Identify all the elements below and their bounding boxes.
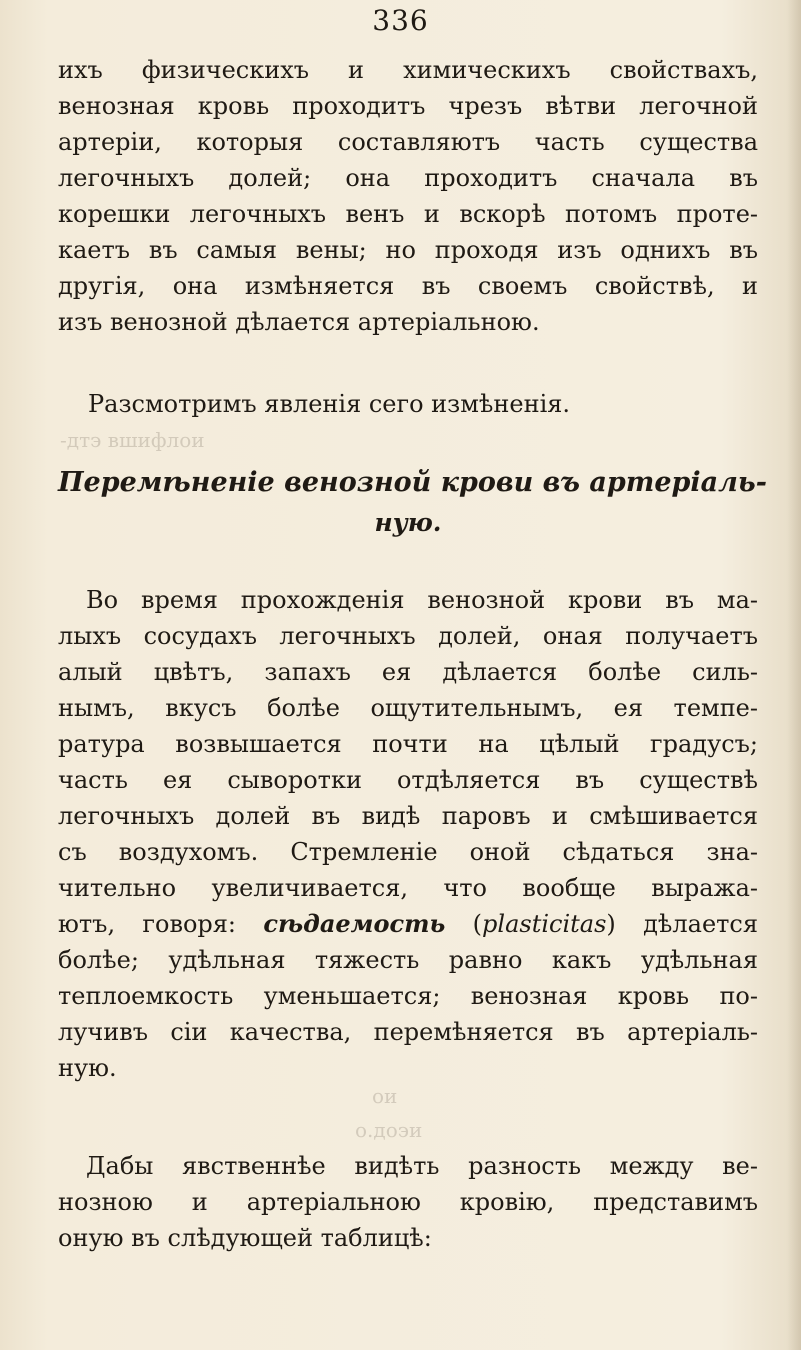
text-line: теплоемкость уменьшается; венозная кровь по- [58, 982, 758, 1010]
text-line-with-term [58, 906, 758, 942]
text-line: чительно увеличивается, что вообще выража- [58, 874, 758, 902]
text-line: съ воздухомъ. Стремленіе оной сѣдаться зна- [58, 838, 758, 866]
text-line: лучивъ сіи качества, перемѣняется въ артеріаль- [58, 1018, 758, 1046]
bleed-through-text: -дтэ вшифлои [60, 428, 205, 452]
text-line: легочныхъ долей; она проходитъ сначала въ [58, 164, 758, 192]
line-text: дѣлается [643, 910, 758, 938]
bleed-through-text: о.доэи [355, 1118, 423, 1142]
text-line: ихъ физическихъ и химическихъ свойствахъ, [58, 56, 758, 84]
section-heading-line-1: Перемѣненіе венозной крови въ артеріаль- [58, 467, 767, 498]
line-text: ютъ, говоря: [58, 910, 264, 938]
text-line: артеріи, которыя составляютъ часть существа [58, 128, 758, 156]
text-line: каетъ въ самыя вены; но проходя изъ однихъ въ [58, 236, 758, 264]
text-line: корешки легочныхъ венъ и вскорѣ потомъ проте- [58, 200, 758, 228]
text-line: ную. [58, 1054, 117, 1082]
paragraph-4 [58, 1148, 758, 1256]
text-line: изъ венозной дѣлается артеріальною. [58, 308, 540, 336]
text-line: алый цвѣтъ, запахъ ея дѣлается болѣе силь- [58, 658, 758, 686]
page-number: 336 [372, 4, 429, 37]
paragraph-3 [58, 582, 758, 1086]
text-line: лыхъ сосудахъ легочныхъ долей, оная получаетъ [58, 622, 758, 650]
text-line: ратура возвышается почти на цѣлый градусъ; [58, 730, 758, 758]
text-line: Разсмотримъ явленія сего измѣненія. [88, 390, 571, 418]
text-line: Во время прохожденія венозной крови въ ма- [86, 586, 758, 614]
paragraph-1 [58, 52, 758, 340]
text-line: часть ея сыворотки отдѣляется въ существѣ [58, 766, 758, 794]
section-heading-line-2: ную. [374, 508, 442, 537]
text-line: легочныхъ долей въ видѣ паровъ и смѣшивается [58, 802, 758, 830]
latin-term: plasticitas [482, 910, 607, 938]
text-line: венозная кровь проходитъ чрезъ вѣтви легочной [58, 92, 758, 120]
paren-open: ( [445, 910, 483, 938]
text-line: оную въ слѣдующей таблицѣ: [58, 1224, 432, 1252]
text-line: другія, она измѣняется въ своемъ свойствѣ, и [58, 272, 758, 300]
text-line: нымъ, вкусъ болѣе ощутительнымъ, ея темпе- [58, 694, 758, 722]
text-line: Дабы явственнѣе видѣть разность между ве- [86, 1152, 758, 1180]
bleed-through-text: ои [372, 1084, 398, 1108]
paragraph-2 [88, 386, 758, 422]
page-edge-shadow [787, 0, 801, 1350]
text-line: нозною и артеріальною кровію, представимъ [58, 1188, 758, 1216]
paren-close: ) [606, 910, 644, 938]
italic-term: сѣдаемость [263, 909, 446, 938]
text-line: болѣе; удѣльная тяжесть равно какъ удѣльная [58, 946, 758, 974]
